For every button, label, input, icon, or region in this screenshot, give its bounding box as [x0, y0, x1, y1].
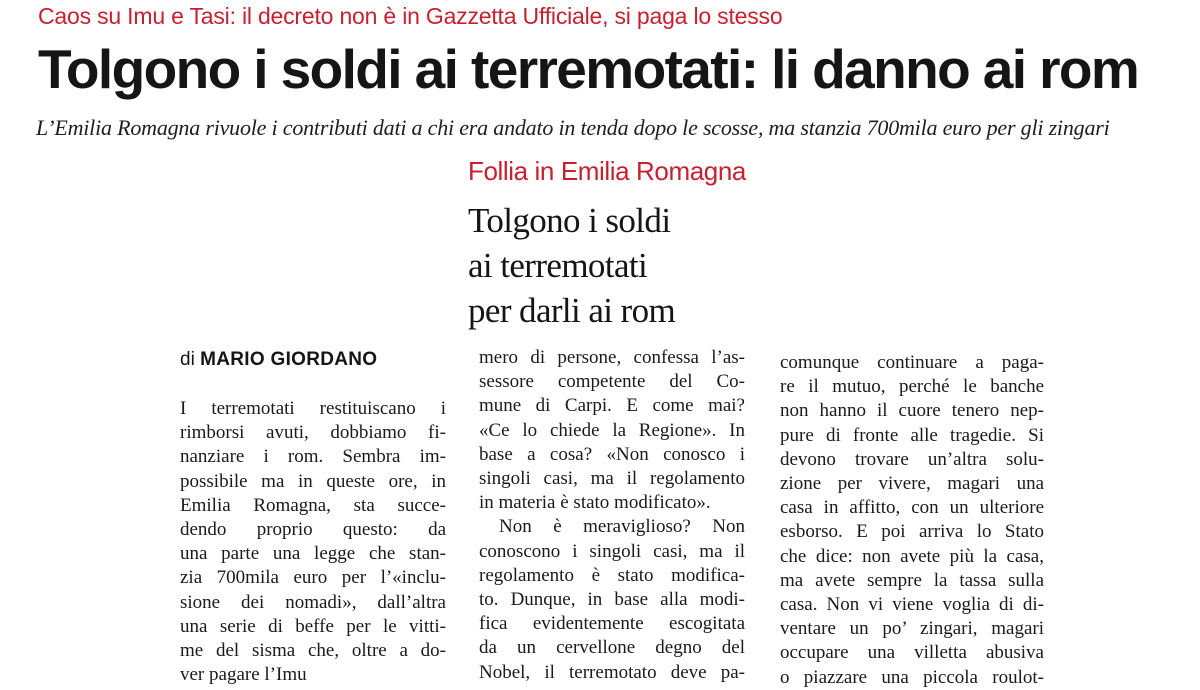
text-column-2 — [479, 346, 745, 685]
text-line: rimborsi avuti, dobbiamo fi- — [180, 422, 446, 444]
article-title-line: ai terremotati — [468, 246, 648, 285]
text-line: casa. Non vi viene voglia di di- — [780, 594, 1044, 616]
text-line: me del sisma che, oltre a do- — [180, 640, 446, 662]
article-title-line: per darli ai rom — [468, 291, 676, 330]
text-line: possibile ma in queste ore, in — [180, 470, 446, 492]
text-line: «Ce lo chiede la Regione». In — [479, 419, 745, 441]
text-line: ver pagare l’Imu — [180, 664, 307, 686]
text-line: o piazzare una piccola roulot- — [780, 666, 1044, 688]
text-line: base a cosa? «Non conosco i — [479, 443, 745, 465]
article-title — [468, 198, 788, 333]
text-line: pure di fronte alle tragedie. Si — [780, 424, 1044, 446]
text-line: una serie di beffe per le vitti- — [180, 615, 446, 637]
text-line: comunque continuare a paga- — [780, 352, 1044, 373]
kicker-headline: Caos su Imu e Tasi: il decreto non è in Gazzetta Ufficiale, si paga lo stesso — [38, 3, 783, 29]
text-line: occupare una villetta abusiva — [780, 642, 1044, 664]
byline-prefix: di — [180, 349, 195, 370]
text-line: Nobel, il terremotato deve pa- — [479, 661, 745, 683]
text-line: nanziare i rom. Sembra im- — [180, 446, 446, 468]
text-line: regolamento è stato modifica- — [479, 564, 745, 586]
article-title-line: Tolgono i soldi — [468, 201, 671, 240]
text-column-1 — [180, 397, 446, 687]
text-line: zione per vivere, magari una — [780, 473, 1044, 495]
text-line: I terremotati restituiscano i — [180, 398, 446, 419]
text-line: Non è meraviglioso? Non — [499, 516, 745, 538]
text-line: mero di persone, confessa l’as- — [479, 347, 745, 368]
text-line: singoli casi, ma il regolamento — [479, 468, 745, 490]
text-line: conoscono i singoli casi, ma il — [479, 540, 745, 562]
text-line: non hanno il cuore tenero nep- — [780, 400, 1044, 422]
text-line: casa in affitto, con un ulteriore — [780, 497, 1044, 519]
text-line: in materia è stato modificato». — [479, 492, 711, 514]
text-line: to. Dunque, in base alla modi- — [479, 589, 745, 611]
text-line: sessore competente del Co- — [479, 371, 745, 393]
text-line: ventare un po’ zingari, magari — [780, 618, 1044, 640]
text-line: re il mutuo, perché le banche — [780, 376, 1044, 398]
text-line: mune di Carpi. E come mai? — [479, 395, 745, 417]
text-line: una parte una legge che stan- — [180, 543, 446, 565]
text-line: Emilia Romagna, sta succe- — [180, 494, 446, 516]
byline-author: MARIO GIORDANO — [200, 349, 378, 370]
text-line: che dice: non avete più la casa, — [780, 545, 1044, 567]
standfirst: L’Emilia Romagna rivuole i contributi dati a chi era andato in tenda dopo le scosse, ma stanzia 700mila euro per gli zingari — [36, 115, 1110, 140]
text-line: zia 700mila euro per l’«inclu- — [180, 567, 446, 589]
main-headline: Tolgono i soldi ai terremotati: li danno ai rom — [38, 38, 1139, 100]
text-line: dendo proprio questo: da — [180, 519, 446, 541]
text-column-3 — [780, 351, 1044, 690]
byline — [180, 346, 377, 374]
text-line: fica evidentemente escogitata — [479, 613, 745, 635]
text-line: devono trovare un’altra solu- — [780, 448, 1044, 470]
text-line: esborso. E poi arriva lo Stato — [780, 521, 1044, 543]
section-label: Follia in Emilia Romagna — [468, 156, 746, 186]
text-line: sione dei nomadi», dall’altra — [180, 591, 446, 613]
text-line: ma avete sempre la tassa sulla — [780, 569, 1044, 591]
text-line: da un cervellone degno del — [479, 637, 745, 659]
